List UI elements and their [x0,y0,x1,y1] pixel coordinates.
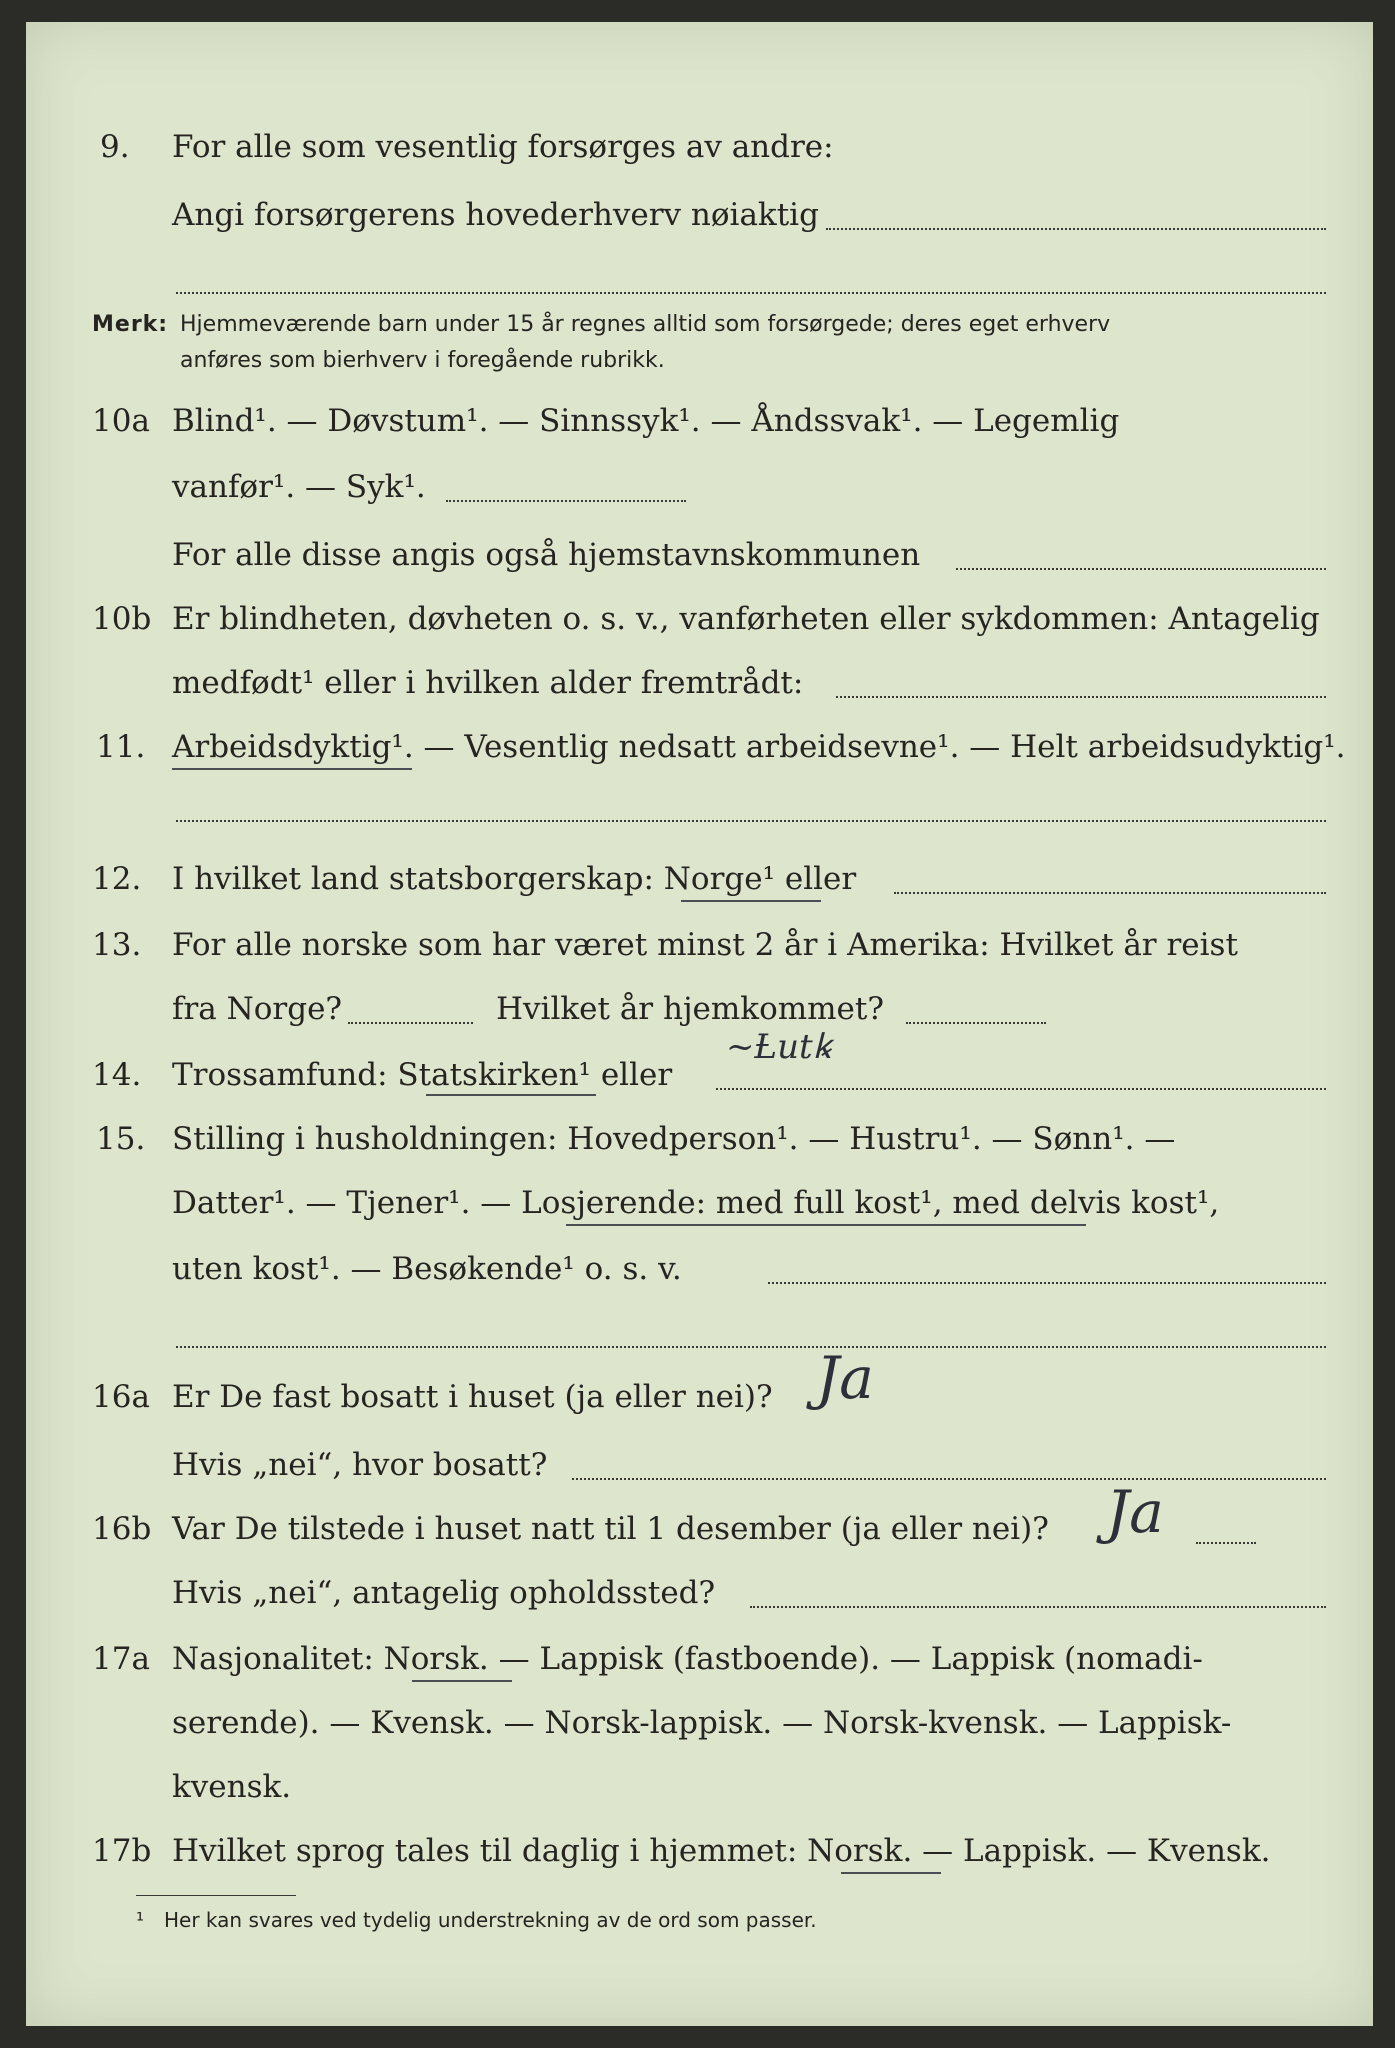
item-text: kvensk. [172,1769,292,1805]
item-text: Stilling i husholdningen: Hovedperson¹. — Hustru¹. — Sønn¹. — [172,1121,1176,1157]
item-text: Er De fast bosatt i huset (ja eller nei)? [172,1379,773,1415]
item-number: 17a [92,1641,150,1677]
item-11 [26,722,1373,772]
item-13-line2 [26,984,1373,1034]
merk-text-1: Hjemmeværende barn under 15 år regnes alltid som forsørgede; deres eget erhverv [180,312,1111,337]
answer-line[interactable] [750,1606,1326,1608]
footnote-text: Her kan svares ved tydelig understrekning av de ord som passer. [164,1908,817,1932]
answer-line[interactable] [446,500,686,502]
item-text: Hvilket sprog tales til daglig i hjemmet: Norsk. — Lappisk. — Kvensk. [172,1833,1271,1869]
item-number: 11. [96,729,146,765]
item-number: 16a [92,1379,150,1415]
handwritten-underline [426,1094,596,1096]
item-text: Trossamfund: Statskirken¹ eller [172,1057,673,1093]
footnote [136,1908,817,1932]
item-15-line3 [26,1244,1373,1294]
item-17b [26,1826,1373,1876]
item-9-line2 [26,190,1373,240]
item-text: Hvis „nei“, antagelig opholdssted? [172,1575,716,1611]
item-16a-line2 [26,1440,1373,1490]
answer-line[interactable] [572,1478,1326,1480]
handwritten-underline [172,768,412,770]
item-number: 16b [92,1511,152,1547]
answer-line[interactable] [1196,1542,1256,1544]
item-text: vanfør¹. — Syk¹. [172,469,426,505]
handwritten-answer: Ja [816,1344,874,1412]
item-text: For alle som vesentlig forsørges av andre: [172,129,834,165]
item-16b [26,1504,1373,1554]
item-text: Arbeidsdyktig¹. — Vesentlig nedsatt arbeidsevne¹. — Helt arbeidsudyktig¹. [172,729,1346,765]
answer-line[interactable] [176,292,1326,294]
item-12 [26,854,1373,904]
item-text: Nasjonalitet: Norsk. — Lappisk (fastboende). — Lappisk (nomadi- [172,1641,1203,1677]
item-number: 10a [92,403,150,439]
handwritten-strikethrough-word: ~Ƚutꝃ [726,1027,831,1067]
item-text: Datter¹. — Tjener¹. — Losjerende: med full kost¹, med delvis kost¹, [172,1185,1220,1221]
item-number: 13. [92,927,142,963]
item-number: 15. [96,1121,146,1157]
answer-line[interactable] [176,1346,1326,1348]
answer-line[interactable] [826,228,1326,230]
merk-label: Merk: [92,312,169,337]
item-number: 14. [92,1057,142,1093]
item-17a-line2 [26,1698,1373,1748]
handwritten-underline [841,1872,941,1874]
item-text: fra Norge? [172,991,343,1027]
item-text: serende). — Kvensk. — Norsk-lappisk. — Norsk-kvensk. — Lappisk- [172,1705,1232,1741]
item-text: Hvilket år hjemkommet? [496,991,884,1027]
item-number: 17b [92,1833,152,1869]
footnote-rule [136,1895,296,1896]
merk-note [92,308,1111,342]
answer-line[interactable] [906,1022,1046,1024]
item-13 [26,920,1373,970]
item-text: For alle norske som har været minst 2 år i Amerika: Hvilket år reist [172,927,1238,963]
item-14 [26,1050,1373,1100]
handwritten-answer: Ja [1106,1478,1164,1546]
item-9 [26,122,1373,172]
item-16a [26,1372,1373,1422]
item-text: Hvis „nei“, hvor bosatt? [172,1447,548,1483]
item-17a [26,1634,1373,1684]
answer-line[interactable] [768,1282,1326,1284]
item-text: medfødt¹ eller i hvilken alder fremtrådt: [172,665,804,701]
handwritten-underline [681,900,821,902]
item-17a-line3 [26,1762,1373,1812]
handwritten-underline [566,1224,1086,1226]
item-10b [26,594,1373,644]
answer-line[interactable] [956,568,1326,570]
item-number: 12. [92,861,142,897]
item-10a [26,396,1373,446]
census-form-page [26,22,1373,2026]
answer-line[interactable] [176,820,1326,822]
item-text: uten kost¹. — Besøkende¹ o. s. v. [172,1251,682,1287]
answer-line[interactable] [836,696,1326,698]
item-text: Er blindheten, døvheten o. s. v., vanførheten eller sykdommen: Antagelig [172,601,1320,637]
item-text: Var De tilstede i huset natt til 1 desember (ja eller nei)? [172,1511,1049,1547]
item-number: 9. [100,129,130,165]
item-number: 10b [92,601,152,637]
item-16b-line2 [26,1568,1373,1618]
answer-line[interactable] [348,1022,473,1024]
item-text: I hvilket land statsborgerskap: Norge¹ eller [172,861,857,897]
item-text: Blind¹. — Døvstum¹. — Sinnssyk¹. — Åndssvak¹. — Legemlig [172,403,1120,439]
answer-line[interactable] [716,1088,1326,1090]
answer-line[interactable] [894,892,1326,894]
item-15-line2 [26,1178,1373,1228]
item-10a-line2 [26,462,1373,512]
item-text: For alle disse angis også hjemstavnskommunen [172,537,921,573]
item-15 [26,1114,1373,1164]
handwritten-underline [412,1680,512,1682]
item-10b-line2 [26,658,1373,708]
merk-note-line2: anføres som bierhverv i foregående rubrikk. [180,348,665,373]
footnote-marker: ¹ [136,1908,145,1932]
item-10a-line3 [26,530,1373,580]
item-text: Angi forsørgerens hovederhverv nøiaktig [172,197,819,233]
